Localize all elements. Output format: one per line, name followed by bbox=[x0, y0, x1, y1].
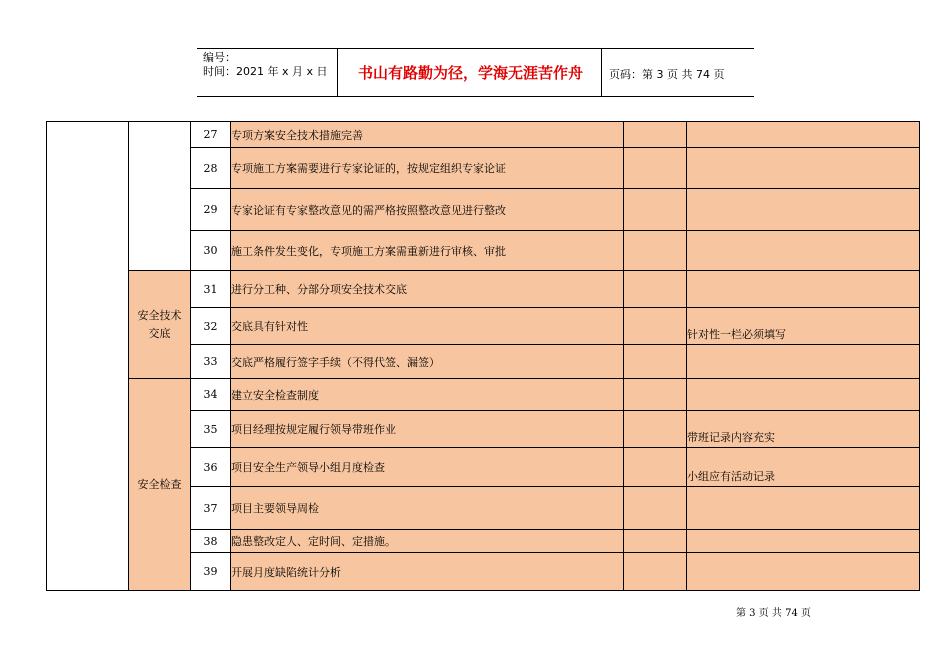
row-number: 29 bbox=[191, 189, 231, 231]
row-result bbox=[624, 308, 687, 345]
row-note bbox=[687, 122, 920, 148]
row-result bbox=[624, 271, 687, 308]
row-item: 交底具有针对性 bbox=[231, 308, 624, 345]
row-number: 32 bbox=[191, 308, 231, 345]
row-result bbox=[624, 148, 687, 189]
row-result bbox=[624, 122, 687, 148]
time-label: 时间：2021 年 x 月 x 日 bbox=[203, 65, 328, 78]
table-row bbox=[47, 379, 920, 411]
row-item: 建立安全检查制度 bbox=[231, 379, 624, 411]
row-note bbox=[687, 553, 920, 591]
footer-page-number: 第 3 页 共 74 页 bbox=[736, 608, 811, 619]
header-divider bbox=[601, 48, 602, 96]
row-item: 施工条件发生变化，专项施工方案需重新进行审核、审批 bbox=[231, 231, 624, 271]
category-label: 安全技术交底 bbox=[137, 308, 182, 340]
row-item: 项目经理按规定履行领导带班作业 bbox=[231, 411, 624, 448]
row-note bbox=[687, 530, 920, 553]
category-cell bbox=[129, 271, 191, 379]
row-note bbox=[687, 148, 920, 189]
row-result bbox=[624, 487, 687, 530]
number-label: 编号： bbox=[203, 51, 236, 64]
row-number: 37 bbox=[191, 487, 231, 530]
header-meta bbox=[203, 51, 328, 79]
category-cell bbox=[129, 379, 191, 591]
row-note bbox=[687, 231, 920, 271]
row-number: 38 bbox=[191, 530, 231, 553]
row-note bbox=[687, 345, 920, 379]
row-item: 专项方案安全技术措施完善 bbox=[231, 122, 624, 148]
row-note bbox=[687, 487, 920, 530]
header-page-label: 页码：第 3 页 共 74 页 bbox=[609, 68, 725, 81]
category-label: 安全检查 bbox=[137, 477, 182, 491]
section-cell bbox=[47, 122, 129, 591]
row-note bbox=[687, 271, 920, 308]
row-number: 35 bbox=[191, 411, 231, 448]
table-row bbox=[47, 122, 920, 148]
row-number: 36 bbox=[191, 448, 231, 487]
row-note bbox=[687, 189, 920, 231]
row-item: 交底严格履行签字手续（不得代签、漏签） bbox=[231, 345, 624, 379]
row-item: 开展月度缺陷统计分析 bbox=[231, 553, 624, 591]
row-result bbox=[624, 231, 687, 271]
row-number: 39 bbox=[191, 553, 231, 591]
row-number: 31 bbox=[191, 271, 231, 308]
row-result bbox=[624, 345, 687, 379]
header-divider bbox=[337, 48, 338, 96]
row-result bbox=[624, 448, 687, 487]
category-cell bbox=[129, 122, 191, 271]
row-number: 33 bbox=[191, 345, 231, 379]
table-row bbox=[47, 271, 920, 308]
row-number: 34 bbox=[191, 379, 231, 411]
row-note: 带班记录内容充实 bbox=[687, 411, 920, 448]
row-note bbox=[687, 379, 920, 411]
header-bottom-rule bbox=[197, 96, 754, 97]
row-number: 30 bbox=[191, 231, 231, 271]
row-item: 进行分工种、分部分项安全技术交底 bbox=[231, 271, 624, 308]
row-result bbox=[624, 553, 687, 591]
row-number: 28 bbox=[191, 148, 231, 189]
row-item: 专项施工方案需要进行专家论证的，按规定组织专家论证 bbox=[231, 148, 624, 189]
row-item: 项目主要领导周检 bbox=[231, 487, 624, 530]
row-number: 27 bbox=[191, 122, 231, 148]
row-item: 项目安全生产领导小组月度检查 bbox=[231, 448, 624, 487]
row-result bbox=[624, 189, 687, 231]
row-note: 针对性一栏必须填写 bbox=[687, 308, 920, 345]
row-item: 隐患整改定人、定时间、定措施。 bbox=[231, 530, 624, 553]
row-item: 专家论证有专家整改意见的需严格按照整改意见进行整改 bbox=[231, 189, 624, 231]
row-result bbox=[624, 411, 687, 448]
header-motto: 书山有路勤为径，学海无涯苦作舟 bbox=[357, 63, 583, 82]
row-result bbox=[624, 530, 687, 553]
row-note: 小组应有活动记录 bbox=[687, 448, 920, 487]
row-result bbox=[624, 379, 687, 411]
checklist-table bbox=[46, 121, 920, 591]
